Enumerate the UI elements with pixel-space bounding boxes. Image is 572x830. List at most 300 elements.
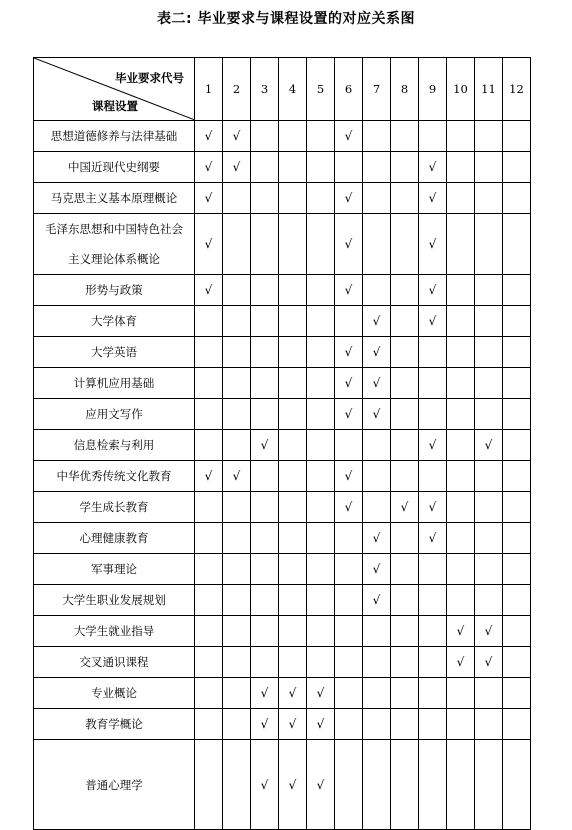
requirement-cell-7 [363,399,391,430]
check-mark-icon: √ [372,314,381,329]
requirement-cell-6 [335,709,363,740]
requirement-cell-5 [307,275,335,306]
requirement-cell-2 [223,275,251,306]
requirement-cell-2 [223,461,251,492]
requirement-cell-10 [447,430,475,461]
requirement-cell-4 [279,430,307,461]
requirement-cell-8 [391,183,419,214]
requirement-cell-2 [223,492,251,523]
table-row [34,337,531,368]
requirement-cell-12 [503,647,531,678]
requirement-cell-7 [363,709,391,740]
requirement-cell-6 [335,337,363,368]
check-mark-icon: √ [344,376,353,391]
course-name-line: 主义理论体系概论 [68,252,160,267]
course-name-cell: 计算机应用基础 [34,368,195,399]
course-name-line: 毛泽东思想和中国特色社会 [45,222,183,237]
requirement-cell-9 [419,585,447,616]
requirement-cell-12 [503,616,531,647]
course-name-cell: 普通心理学 [34,740,195,830]
requirement-cell-6 [335,368,363,399]
requirement-cell-1 [195,275,223,306]
requirement-cell-3 [251,709,279,740]
requirement-cell-5 [307,678,335,709]
requirement-cell-6 [335,214,363,275]
requirement-cell-9 [419,306,447,337]
requirement-cell-11 [475,616,503,647]
requirement-cell-4 [279,399,307,430]
requirement-cell-11 [475,152,503,183]
requirement-cell-4 [279,368,307,399]
requirement-cell-2 [223,337,251,368]
course-name-cell: 心理健康教育 [34,523,195,554]
requirement-cell-11 [475,709,503,740]
requirement-cell-8 [391,523,419,554]
requirement-cell-2 [223,647,251,678]
course-name-cell: 马克思主义基本原理概论 [34,183,195,214]
course-name-cell: 专业概论 [34,678,195,709]
requirement-cell-11 [475,492,503,523]
requirement-cell-8 [391,740,419,830]
requirement-cell-8 [391,678,419,709]
requirement-cell-6 [335,523,363,554]
requirements-course-matrix [33,57,531,830]
check-mark-icon: √ [428,283,437,298]
requirement-cell-9 [419,492,447,523]
course-name-cell: 大学生职业发展规划 [34,585,195,616]
check-mark-icon: √ [204,191,213,205]
requirement-cell-1 [195,337,223,368]
requirement-cell-12 [503,337,531,368]
requirement-cell-3 [251,183,279,214]
check-mark-icon: √ [428,438,437,453]
requirement-cell-2 [223,152,251,183]
requirement-number-11: 11 [475,58,503,121]
check-mark-icon: √ [288,717,297,732]
requirement-cell-3 [251,647,279,678]
requirement-cell-4 [279,121,307,152]
requirement-cell-3 [251,275,279,306]
requirement-cell-3 [251,399,279,430]
requirement-cell-7 [363,214,391,275]
requirement-cell-10 [447,678,475,709]
check-mark-icon: √ [344,345,353,360]
check-mark-icon: √ [484,438,493,453]
check-mark-icon: √ [260,717,269,732]
requirement-cell-3 [251,461,279,492]
check-mark-icon: √ [344,191,353,205]
check-mark-icon: √ [344,283,353,298]
requirement-cell-1 [195,709,223,740]
requirement-cell-1 [195,430,223,461]
requirement-cell-8 [391,492,419,523]
requirement-number-9: 9 [419,58,447,121]
course-name-cell: 应用文写作 [34,399,195,430]
requirement-cell-5 [307,121,335,152]
course-name-cell: 思想道德修养与法律基础 [34,121,195,152]
requirement-cell-4 [279,152,307,183]
check-mark-icon: √ [344,469,353,484]
course-name-cell: 中华优秀传统文化教育 [34,461,195,492]
requirement-cell-6 [335,399,363,430]
requirement-cell-2 [223,399,251,430]
check-mark-icon: √ [344,407,353,422]
requirement-cell-9 [419,678,447,709]
check-mark-icon: √ [484,655,493,670]
requirement-cell-10 [447,647,475,678]
requirement-cell-8 [391,616,419,647]
requirement-cell-7 [363,461,391,492]
requirement-cell-5 [307,740,335,830]
requirement-cell-3 [251,678,279,709]
table-row [34,368,531,399]
requirement-cell-1 [195,368,223,399]
requirement-number-4: 4 [279,58,307,121]
requirement-cell-12 [503,183,531,214]
check-mark-icon: √ [400,500,409,515]
requirement-cell-8 [391,306,419,337]
requirement-cell-12 [503,585,531,616]
requirement-cell-4 [279,275,307,306]
requirement-cell-3 [251,740,279,830]
requirement-cell-6 [335,616,363,647]
table-row [34,152,531,183]
check-mark-icon: √ [260,686,269,701]
check-mark-icon: √ [260,777,269,792]
requirement-cell-8 [391,152,419,183]
requirement-cell-1 [195,183,223,214]
requirement-cell-5 [307,709,335,740]
requirement-cell-4 [279,740,307,830]
check-mark-icon: √ [372,407,381,422]
requirement-cell-2 [223,523,251,554]
check-mark-icon: √ [232,160,241,174]
requirement-cell-3 [251,492,279,523]
requirement-cell-10 [447,337,475,368]
requirement-cell-10 [447,214,475,275]
requirement-cell-12 [503,554,531,585]
requirement-cell-11 [475,461,503,492]
course-name-cell: 形势与政策 [34,275,195,306]
requirement-cell-7 [363,183,391,214]
requirement-cell-4 [279,183,307,214]
requirement-cell-11 [475,647,503,678]
requirement-cell-6 [335,430,363,461]
table-row [34,709,531,740]
requirement-cell-2 [223,368,251,399]
requirement-cell-6 [335,121,363,152]
table-row [34,585,531,616]
requirement-cell-2 [223,585,251,616]
check-mark-icon: √ [316,777,325,792]
table-row [34,647,531,678]
course-name-cell: 交叉通识课程 [34,647,195,678]
table-row [34,554,531,585]
requirement-cell-8 [391,399,419,430]
check-mark-icon: √ [288,686,297,701]
course-name-cell: 大学体育 [34,306,195,337]
requirement-cell-7 [363,492,391,523]
check-mark-icon: √ [316,717,325,732]
requirement-cell-9 [419,523,447,554]
requirement-cell-8 [391,430,419,461]
requirement-cell-4 [279,214,307,275]
requirement-cell-10 [447,275,475,306]
requirement-cell-5 [307,616,335,647]
course-name-cell: 信息检索与利用 [34,430,195,461]
table-row [34,214,531,275]
table-row [34,616,531,647]
requirement-cell-9 [419,152,447,183]
requirement-cell-1 [195,461,223,492]
requirement-cell-11 [475,214,503,275]
requirement-cell-5 [307,585,335,616]
requirement-cell-6 [335,740,363,830]
course-name-cell: 军事理论 [34,554,195,585]
requirement-cell-12 [503,121,531,152]
requirement-cell-10 [447,306,475,337]
check-mark-icon: √ [232,469,241,484]
requirement-cell-11 [475,121,503,152]
requirement-cell-3 [251,337,279,368]
check-mark-icon: √ [484,624,493,639]
table-title: 表二: 毕业要求与课程设置的对应关系图 [157,11,415,27]
requirement-cell-5 [307,430,335,461]
requirement-cell-10 [447,368,475,399]
requirement-cell-4 [279,306,307,337]
check-mark-icon: √ [428,160,437,174]
check-mark-icon: √ [204,237,213,252]
check-mark-icon: √ [372,376,381,391]
table-row [34,523,531,554]
requirement-cell-11 [475,183,503,214]
requirement-cell-10 [447,152,475,183]
requirement-cell-7 [363,430,391,461]
requirement-cell-9 [419,461,447,492]
requirement-cell-6 [335,275,363,306]
requirement-cell-1 [195,647,223,678]
requirement-cell-9 [419,709,447,740]
requirement-cell-6 [335,585,363,616]
requirement-cell-9 [419,430,447,461]
course-name-cell: 大学生就业指导 [34,616,195,647]
requirement-cell-4 [279,709,307,740]
requirement-cell-10 [447,492,475,523]
requirement-cell-7 [363,585,391,616]
requirement-cell-9 [419,554,447,585]
requirement-cell-10 [447,616,475,647]
requirement-cell-11 [475,740,503,830]
requirement-cell-4 [279,616,307,647]
requirement-cell-4 [279,337,307,368]
table-row [34,275,531,306]
requirement-cell-11 [475,399,503,430]
requirement-cell-1 [195,740,223,830]
requirement-cell-9 [419,121,447,152]
requirement-cell-2 [223,214,251,275]
check-mark-icon: √ [260,438,269,453]
requirement-cell-12 [503,275,531,306]
requirement-cell-3 [251,616,279,647]
requirement-cell-8 [391,121,419,152]
requirement-number-7: 7 [363,58,391,121]
requirement-cell-11 [475,337,503,368]
check-mark-icon: √ [204,283,213,298]
requirement-cell-10 [447,585,475,616]
requirement-number-10: 10 [447,58,475,121]
requirement-cell-1 [195,678,223,709]
table-row [34,461,531,492]
requirement-cell-7 [363,152,391,183]
check-mark-icon: √ [316,686,325,701]
check-mark-icon: √ [372,345,381,360]
requirement-cell-1 [195,399,223,430]
requirement-cell-8 [391,368,419,399]
corner-header-cell [34,58,195,121]
requirement-cell-1 [195,214,223,275]
requirement-number-3: 3 [251,58,279,121]
requirement-cell-2 [223,430,251,461]
requirement-cell-3 [251,306,279,337]
requirement-cell-12 [503,368,531,399]
requirement-number-1: 1 [195,58,223,121]
check-mark-icon: √ [372,593,381,608]
requirement-cell-10 [447,523,475,554]
requirement-cell-11 [475,554,503,585]
requirement-cell-12 [503,492,531,523]
check-mark-icon: √ [344,500,353,515]
requirement-cell-10 [447,461,475,492]
requirement-cell-7 [363,523,391,554]
requirement-cell-1 [195,121,223,152]
course-name-cell: 中国近现代史纲要 [34,152,195,183]
requirement-cell-11 [475,430,503,461]
requirement-cell-1 [195,492,223,523]
requirement-cell-2 [223,183,251,214]
table-row [34,121,531,152]
check-mark-icon: √ [428,500,437,515]
requirement-cell-3 [251,214,279,275]
requirement-number-12: 12 [503,58,531,121]
course-setting-label: 课程设置 [92,99,138,113]
requirement-cell-7 [363,121,391,152]
requirement-cell-8 [391,461,419,492]
requirement-cell-4 [279,554,307,585]
requirement-cell-11 [475,306,503,337]
requirement-cell-12 [503,461,531,492]
requirement-cell-6 [335,678,363,709]
requirement-code-label: 毕业要求代号 [115,71,184,85]
requirement-cell-6 [335,152,363,183]
requirement-cell-4 [279,492,307,523]
requirement-cell-2 [223,678,251,709]
requirement-cell-4 [279,523,307,554]
requirement-number-6: 6 [335,58,363,121]
requirement-cell-10 [447,554,475,585]
check-mark-icon: √ [456,624,465,639]
requirement-cell-8 [391,275,419,306]
requirement-cell-5 [307,461,335,492]
requirement-cell-2 [223,740,251,830]
requirement-cell-3 [251,152,279,183]
check-mark-icon: √ [232,129,241,143]
requirement-cell-8 [391,585,419,616]
requirement-cell-1 [195,585,223,616]
requirement-cell-10 [447,121,475,152]
requirement-number-5: 5 [307,58,335,121]
requirement-cell-6 [335,306,363,337]
requirement-cell-7 [363,678,391,709]
requirement-cell-11 [475,585,503,616]
requirement-cell-5 [307,337,335,368]
requirement-cell-3 [251,523,279,554]
requirement-cell-11 [475,523,503,554]
requirement-cell-5 [307,647,335,678]
check-mark-icon: √ [428,531,437,546]
check-mark-icon: √ [204,160,213,174]
check-mark-icon: √ [456,655,465,670]
requirement-cell-10 [447,183,475,214]
requirement-cell-10 [447,709,475,740]
requirement-cell-7 [363,554,391,585]
requirement-cell-5 [307,306,335,337]
table-row [34,183,531,214]
requirement-cell-12 [503,430,531,461]
requirement-cell-8 [391,554,419,585]
requirement-cell-1 [195,616,223,647]
requirement-cell-1 [195,152,223,183]
requirement-cell-12 [503,740,531,830]
requirement-cell-12 [503,214,531,275]
requirement-number-8: 8 [391,58,419,121]
check-mark-icon: √ [204,469,213,484]
requirement-cell-7 [363,368,391,399]
requirement-cell-12 [503,152,531,183]
check-mark-icon: √ [372,562,381,577]
course-name-cell [34,214,195,275]
requirement-cell-10 [447,740,475,830]
requirement-cell-5 [307,152,335,183]
check-mark-icon: √ [344,129,353,143]
check-mark-icon: √ [204,129,213,143]
requirement-cell-3 [251,368,279,399]
table-row [34,492,531,523]
requirement-cell-1 [195,306,223,337]
requirement-cell-8 [391,709,419,740]
requirement-cell-2 [223,709,251,740]
requirement-cell-7 [363,740,391,830]
requirement-cell-7 [363,275,391,306]
requirement-cell-6 [335,461,363,492]
requirement-cell-7 [363,306,391,337]
check-mark-icon: √ [288,777,297,792]
requirement-cell-6 [335,183,363,214]
requirement-cell-3 [251,585,279,616]
requirement-cell-6 [335,492,363,523]
requirement-cell-1 [195,523,223,554]
requirement-cell-8 [391,337,419,368]
requirement-cell-6 [335,647,363,678]
requirement-cell-3 [251,121,279,152]
requirement-cell-9 [419,337,447,368]
requirement-cell-9 [419,399,447,430]
requirement-cell-12 [503,399,531,430]
requirement-cell-2 [223,306,251,337]
requirement-cell-5 [307,183,335,214]
check-mark-icon: √ [344,237,353,252]
requirement-cell-12 [503,523,531,554]
table-row [34,740,531,830]
